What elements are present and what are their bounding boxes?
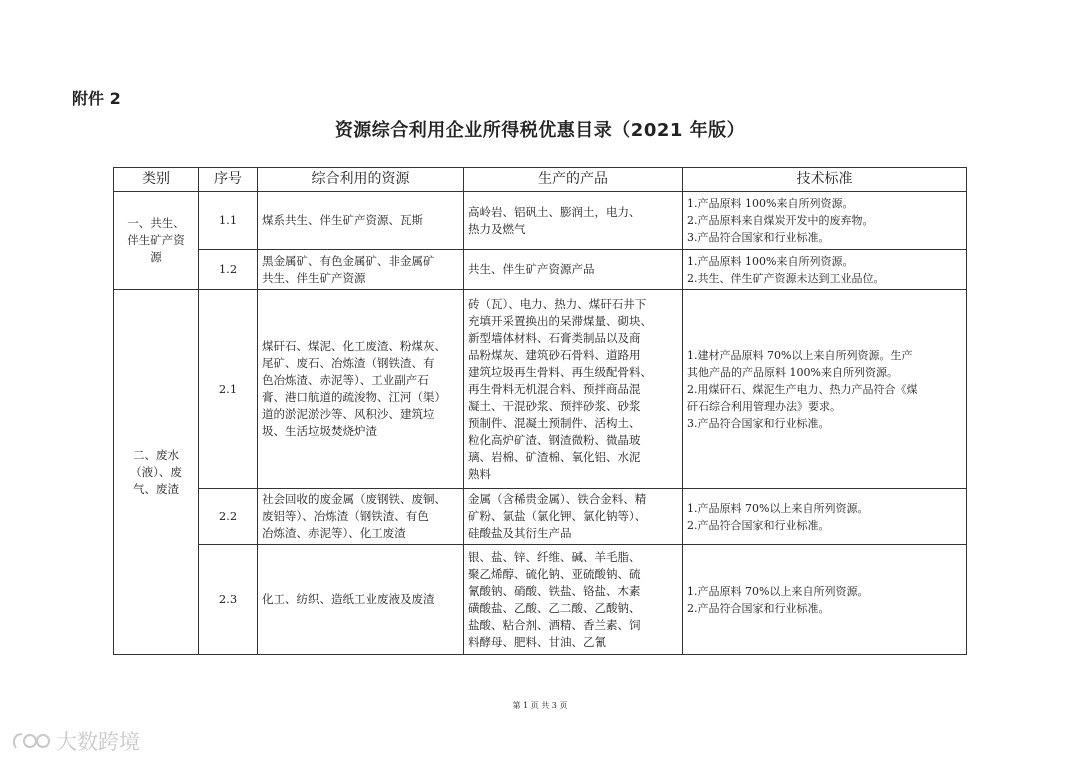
standard-cell: 1.产品原料 100%来自所列资源。 2.共生、伴生矿产资源未达到工业品位。 <box>683 250 967 290</box>
table-row <box>114 290 967 489</box>
watermark-logo-icon <box>10 730 52 752</box>
seq-cell: 1.2 <box>199 250 258 290</box>
standard-cell: 1.产品原料 100%来自所列资源。 2.产品原料来自煤炭开发中的废弃物。 3.产品符合国家和行业标准。 <box>683 192 967 250</box>
product-cell: 高岭岩、铝矾土、膨润土，电力、 热力及燃气 <box>464 192 683 250</box>
product-cell: 共生、伴生矿产资源产品 <box>464 250 683 290</box>
watermark <box>10 726 140 756</box>
product-cell: 银、盐、锌、纤维、碱、羊毛脂、 聚乙烯醇、硫化钠、亚硫酸钠、硫 氰酸钠、硝酸、铁盐、铬盐、木素 磺酸盐、乙酸、乙二酸、乙酸钠、 盐酸、粘合剂、酒精、香兰素、饲 料酵母、肥料、甘油、乙氰 <box>464 545 683 655</box>
resource-cell: 黑金属矿、有色金属矿、非金属矿 共生、伴生矿产资源 <box>258 250 464 290</box>
category-cell: 一、共生、 伴生矿产资 源 <box>114 192 199 290</box>
resource-cell: 社会回收的废金属（废钢铁、废铜、 废铝等）、冶炼渣（钢铁渣、有色 冶炼渣、赤泥等）、化工废渣 <box>258 489 464 545</box>
product-cell: 砖（瓦）、电力、热力、煤矸石井下 充填开采置换出的呆滞煤量、砌块、 新型墙体材料、石膏类制品以及商 品粉煤灰、建筑砂石骨料、道路用 建筑垃圾再生骨料、再生级配骨料、 再生骨料无机混合料、预拌商品混 凝土、干混砂浆、预拌砂浆、砂浆 预制件、混凝土预制件、活构土、 粒化高炉矿渣、钢渣微粉、微晶玻 璃、岩棉、矿渣棉、氧化铝、水泥 熟料 <box>464 290 683 489</box>
page-footer: 第 1 页 共 3 页 <box>512 701 568 710</box>
product-cell: 金属（含稀贵金属）、铁合金料、精 矿粉、氯盐（氯化钾、氯化钠等）、 硅酸盐及其衍生产品 <box>464 489 683 545</box>
standard-cell: 1.产品原料 70%以上来自所列资源。 2.产品符合国家和行业标准。 <box>683 545 967 655</box>
header-resource: 综合利用的资源 <box>258 168 464 192</box>
table-row <box>114 489 967 545</box>
standard-cell: 1.建材产品原料 70%以上来自所列资源。生产 其他产品的产品原料 100%来自所列资源。 2.用煤矸石、煤泥生产电力、热力产品符合《煤 矸石综合利用管理办法》要求。 3.产品符合国家和行业标准。 <box>683 290 967 489</box>
seq-cell: 1.1 <box>199 192 258 250</box>
seq-cell: 2.3 <box>199 545 258 655</box>
catalog-table <box>113 167 967 655</box>
attachment-label: 附件 2 <box>72 89 121 108</box>
category-cell: 二、废水 （液）、废 气、废渣 <box>114 290 199 655</box>
table-header-row <box>114 168 967 192</box>
table-row <box>114 192 967 250</box>
document-title: 资源综合利用企业所得税优惠目录（2021 年版） <box>334 120 746 141</box>
standard-cell: 1.产品原料 70%以上来自所列资源。 2.产品符合国家和行业标准。 <box>683 489 967 545</box>
table-row <box>114 250 967 290</box>
header-seq: 序号 <box>199 168 258 192</box>
seq-cell: 2.2 <box>199 489 258 545</box>
header-category: 类别 <box>114 168 199 192</box>
seq-cell: 2.1 <box>199 290 258 489</box>
resource-cell: 化工、纺织、造纸工业废液及废渣 <box>258 545 464 655</box>
resource-cell: 煤系共生、伴生矿产资源、瓦斯 <box>258 192 464 250</box>
header-product: 生产的产品 <box>464 168 683 192</box>
table-row <box>114 545 967 655</box>
watermark-text: 大数跨境 <box>56 730 140 754</box>
header-standard: 技术标准 <box>683 168 967 192</box>
resource-cell: 煤矸石、煤泥、化工废渣、粉煤灰、 尾矿、废石、冶炼渣（钢铁渣、有 色冶炼渣、赤泥等）、工业副产石 膏、港口航道的疏浚物、江河（渠） 道的淤泥淤沙等、风积沙、建筑垃 圾、生活垃圾焚烧炉渣 <box>258 290 464 489</box>
